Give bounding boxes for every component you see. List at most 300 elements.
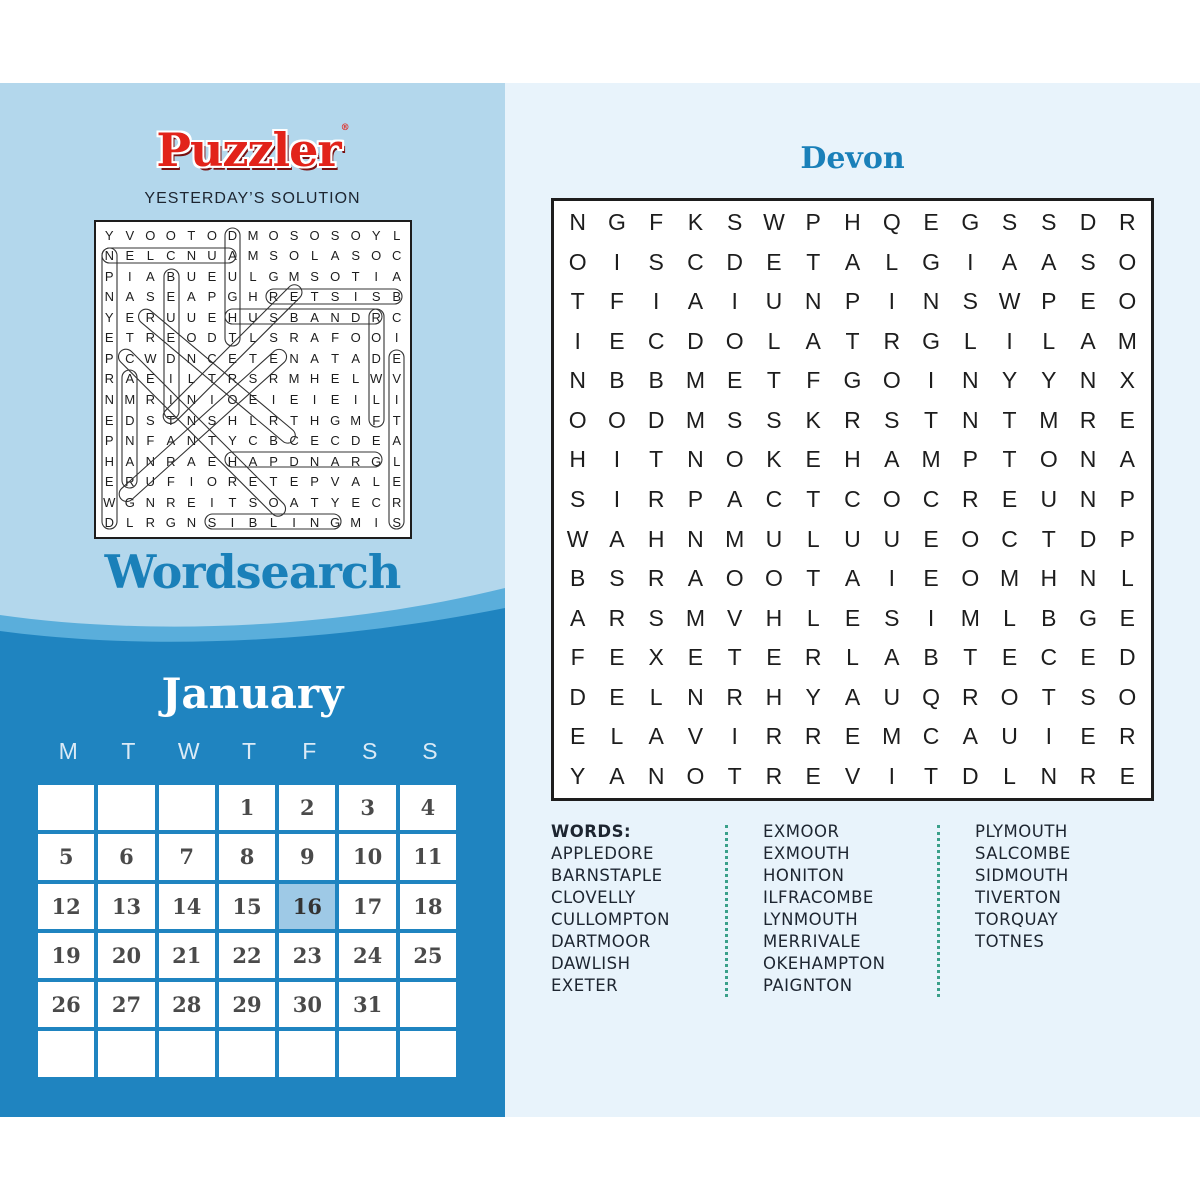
grid-letter: S: [1041, 209, 1057, 236]
grid-letter: E: [923, 525, 939, 552]
grid-letter: R: [166, 453, 176, 469]
grid-letter: Y: [228, 433, 237, 449]
grid-letter: M: [921, 446, 941, 473]
grid-letter: T: [1002, 406, 1017, 433]
grid-letter: R: [844, 406, 861, 433]
grid-letter: T: [570, 288, 585, 315]
grid-letter: I: [652, 288, 660, 315]
calendar-day: 18: [400, 884, 456, 929]
grid-letter: A: [125, 453, 135, 469]
grid-letter: A: [310, 330, 319, 346]
calendar-empty-cell: [38, 785, 94, 830]
grid-letter: A: [962, 723, 978, 750]
grid-letter: A: [609, 525, 625, 552]
grid-letter: R: [350, 453, 361, 469]
grid-letter: P: [207, 289, 217, 305]
grid-letter: N: [1079, 485, 1097, 512]
grid-letter: N: [125, 433, 135, 449]
grid-letter: R: [804, 644, 822, 671]
grid-letter: E: [145, 371, 155, 387]
grid-letter: F: [146, 433, 155, 449]
grid-letter: I: [574, 327, 581, 354]
grid-letter: I: [230, 515, 235, 531]
grid-letter: O: [1000, 683, 1019, 710]
grid-letter: A: [609, 762, 625, 789]
grid-letter: F: [166, 474, 175, 490]
calendar-empty-cell: [339, 1031, 395, 1076]
grid-letter: R: [765, 723, 783, 750]
grid-letter: B: [392, 289, 402, 305]
grid-letter: L: [767, 327, 781, 354]
calendar-day: 16: [279, 884, 335, 929]
grid-letter: P: [962, 446, 978, 473]
grid-letter: I: [1006, 327, 1013, 354]
grid-letter: Y: [805, 683, 821, 710]
grid-letter: M: [350, 515, 362, 531]
weekday-label: T: [242, 738, 257, 764]
grid-letter: T: [1041, 683, 1056, 710]
grid-letter: N: [687, 446, 704, 473]
grid-letter: R: [145, 392, 156, 408]
grid-letter: N: [1079, 565, 1097, 592]
grid-letter: T: [766, 367, 781, 394]
grid-letter: T: [207, 433, 216, 449]
grid-letter: U: [248, 309, 258, 325]
grid-letter: O: [350, 330, 361, 346]
grid-letter: X: [1119, 367, 1136, 394]
grid-letter: S: [884, 406, 900, 433]
grid-letter: L: [249, 330, 257, 346]
grid-letter: N: [104, 248, 114, 264]
grid-letter: D: [726, 248, 743, 275]
calendar-day: 12: [38, 884, 94, 929]
grid-letter: F: [372, 412, 381, 428]
grid-letter: C: [922, 723, 940, 750]
grid-letter: E: [104, 474, 114, 490]
calendar-day: 29: [219, 982, 275, 1027]
dotted-divider: [937, 825, 940, 997]
calendar-day: 28: [159, 982, 215, 1027]
grid-letter: I: [888, 762, 895, 789]
grid-letter: E: [609, 683, 625, 710]
grid-letter: E: [923, 565, 939, 592]
grid-letter: P: [104, 350, 114, 366]
grid-letter: I: [374, 515, 378, 531]
grid-letter: E: [166, 289, 176, 305]
grid-letter: A: [289, 494, 299, 510]
grid-letter: M: [350, 412, 362, 428]
word-list-item: LYNMOUTH: [763, 910, 859, 929]
month-title: January: [161, 669, 344, 718]
grid-letter: R: [726, 683, 743, 710]
grid-letter: L: [885, 248, 899, 275]
grid-letter: O: [568, 248, 587, 275]
grid-letter: O: [882, 367, 901, 394]
grid-letter: I: [731, 288, 738, 315]
grid-letter: H: [309, 371, 320, 387]
grid-letter: N: [186, 412, 197, 428]
grid-letter: C: [289, 433, 299, 449]
grid-letter: H: [569, 446, 586, 473]
grid-letter: Y: [104, 309, 114, 325]
calendar-empty-cell: [38, 1031, 94, 1076]
grid-letter: N: [186, 392, 197, 408]
grid-letter: S: [269, 309, 278, 325]
grid-letter: I: [731, 723, 738, 750]
grid-letter: W: [566, 525, 589, 552]
grid-letter: T: [649, 446, 664, 473]
calendar-day: 30: [279, 982, 335, 1027]
grid-letter: R: [227, 371, 238, 387]
grid-letter: E: [609, 644, 625, 671]
grid-letter: R: [1119, 209, 1136, 236]
grid-letter: I: [613, 446, 621, 473]
word-list-item: HONITON: [763, 866, 845, 885]
grid-letter: R: [647, 565, 665, 592]
grid-letter: X: [648, 644, 664, 671]
grid-letter: E: [727, 367, 743, 394]
grid-letter: A: [310, 350, 319, 366]
grid-letter: E: [805, 446, 821, 473]
grid-letter: O: [330, 268, 341, 284]
grid-letter: I: [169, 392, 173, 408]
word-list-item: DARTMOOR: [551, 932, 651, 951]
puzzle-title: Devon: [800, 141, 905, 176]
grid-letter: T: [727, 762, 742, 789]
grid-letter: U: [765, 525, 783, 552]
grid-letter: D: [289, 453, 299, 469]
word-list-item: EXMOUTH: [763, 844, 851, 863]
grid-letter: D: [371, 350, 381, 366]
grid-letter: H: [647, 525, 665, 552]
grid-letter: M: [685, 406, 706, 433]
calendar-day: 5: [38, 834, 94, 879]
grid-letter: S: [884, 604, 900, 631]
grid-letter: O: [371, 330, 382, 346]
grid-letter: I: [169, 371, 173, 387]
grid-letter: L: [1003, 604, 1016, 631]
calendar-empty-cell: [279, 1031, 335, 1076]
grid-letter: F: [570, 644, 585, 671]
grid-letter: B: [166, 268, 176, 284]
grid-letter: L: [806, 525, 820, 552]
grid-letter: E: [289, 289, 299, 305]
grid-letter: M: [1117, 327, 1137, 354]
grid-letter: E: [392, 474, 402, 490]
grid-letter: O: [186, 330, 197, 346]
calendar-day: 14: [159, 884, 215, 929]
grid-letter: Y: [1001, 367, 1018, 394]
grid-letter: D: [207, 330, 217, 346]
grid-letter: Y: [371, 227, 381, 243]
grid-letter: I: [210, 392, 214, 408]
grid-letter: S: [1080, 248, 1096, 275]
grid-letter: I: [394, 392, 399, 408]
grid-letter: E: [104, 412, 114, 428]
grid-letter: R: [1119, 723, 1136, 750]
weekday-header-row: [38, 738, 460, 768]
word-list-item: BARNSTAPLE: [551, 866, 663, 885]
grid-letter: L: [846, 644, 859, 671]
grid-letter: H: [227, 309, 238, 325]
grid-letter: I: [888, 565, 895, 592]
grid-letter: P: [269, 453, 278, 469]
grid-letter: V: [330, 474, 340, 490]
calendar-day: 21: [159, 933, 215, 978]
grid-letter: C: [248, 433, 258, 449]
grid-letter: N: [186, 350, 197, 366]
grid-letter: R: [289, 330, 299, 346]
grid-letter: L: [249, 268, 257, 284]
grid-letter: R: [145, 309, 156, 325]
grid-letter: A: [844, 565, 861, 592]
grid-letter: C: [1040, 644, 1058, 671]
grid-letter: D: [166, 350, 176, 366]
weekday-label: S: [361, 738, 378, 764]
grid-letter: B: [269, 433, 278, 449]
puzzler-logo: Puzzler®: [156, 123, 349, 177]
grid-letter: T: [845, 327, 860, 354]
grid-letter: I: [613, 485, 621, 512]
grid-letter: E: [569, 723, 586, 750]
grid-letter: S: [269, 330, 278, 346]
grid-letter: H: [104, 453, 114, 469]
grid-letter: Y: [569, 762, 586, 789]
grid-letter: R: [961, 485, 979, 512]
calendar-day: 1: [219, 785, 275, 830]
grid-letter: R: [227, 474, 238, 490]
word-list-item: APPLEDORE: [551, 844, 654, 863]
grid-letter: P: [1041, 288, 1057, 315]
grid-letter: G: [371, 453, 382, 469]
grid-letter: L: [806, 604, 820, 631]
grid-letter: F: [609, 288, 624, 315]
grid-letter: H: [844, 446, 861, 473]
grid-letter: L: [1120, 565, 1134, 592]
weekday-label: T: [121, 738, 136, 764]
grid-letter: M: [882, 723, 902, 750]
grid-letter: V: [727, 604, 743, 631]
grid-letter: L: [1042, 327, 1056, 354]
puzzle-letters: [554, 201, 1151, 798]
grid-letter: W: [103, 494, 116, 510]
grid-letter: G: [607, 209, 626, 236]
grid-letter: S: [207, 515, 217, 531]
grid-letter: A: [228, 248, 237, 264]
grid-letter: S: [1080, 683, 1096, 710]
grid-letter: D: [1079, 525, 1097, 552]
grid-letter: F: [331, 330, 340, 346]
grid-letter: E: [351, 494, 360, 510]
grid-letter: E: [207, 268, 217, 284]
grid-letter: A: [310, 309, 319, 325]
grid-letter: O: [686, 762, 705, 789]
grid-letter: O: [268, 494, 279, 510]
grid-letter: N: [647, 762, 665, 789]
calendar-day: 25: [400, 933, 456, 978]
grid-letter: C: [392, 309, 402, 325]
grid-letter: E: [1001, 644, 1018, 671]
grid-letter: H: [227, 453, 238, 469]
grid-letter: U: [166, 309, 176, 325]
word-list-item: MERRIVALE: [763, 932, 862, 951]
word-list-item: EXETER: [551, 976, 619, 995]
calendar-day: 31: [339, 982, 395, 1027]
calendar-day: 26: [38, 982, 94, 1027]
grid-letter: O: [268, 227, 279, 243]
grid-letter: E: [844, 723, 861, 750]
weekday-label: W: [177, 738, 200, 764]
grid-letter: R: [268, 371, 279, 387]
grid-letter: A: [125, 371, 135, 387]
grid-letter: R: [804, 723, 822, 750]
grid-letter: P: [1119, 525, 1136, 552]
grid-letter: O: [765, 565, 783, 592]
grid-letter: S: [310, 268, 319, 284]
grid-letter: W: [763, 209, 785, 236]
calendar-day: 19: [38, 933, 94, 978]
grid-letter: A: [569, 604, 586, 631]
grid-letter: R: [268, 289, 279, 305]
grid-letter: O: [961, 565, 980, 592]
grid-letter: I: [927, 604, 935, 631]
grid-letter: M: [685, 604, 706, 631]
grid-letter: L: [352, 371, 360, 387]
grid-letter: V: [687, 723, 704, 750]
grid-letter: P: [310, 474, 319, 490]
grid-letter: I: [210, 494, 214, 510]
grid-letter: S: [962, 288, 978, 315]
grid-letter: P: [104, 433, 114, 449]
grid-letter: D: [125, 412, 135, 428]
weekday-label: F: [302, 738, 317, 764]
calendar-empty-cell: [98, 785, 154, 830]
grid-letter: R: [1079, 406, 1097, 433]
grid-letter: E: [228, 350, 237, 366]
grid-letter: L: [610, 723, 624, 750]
grid-letter: N: [309, 453, 320, 469]
word-list-item: CLOVELLY: [551, 888, 636, 907]
grid-letter: E: [248, 474, 258, 490]
grid-letter: Y: [104, 227, 114, 243]
calendar-empty-cell: [159, 1031, 215, 1076]
grid-letter: S: [248, 494, 258, 510]
grid-letter: R: [371, 309, 381, 325]
grid-letter: G: [961, 209, 980, 236]
grid-letter: E: [923, 209, 939, 236]
grid-letter: V: [392, 371, 402, 387]
grid-letter: N: [145, 453, 156, 469]
grid-letter: F: [806, 367, 821, 394]
grid-letter: C: [765, 485, 783, 512]
grid-letter: T: [923, 406, 939, 433]
grid-letter: A: [805, 327, 821, 354]
grid-letter: E: [166, 330, 176, 346]
grid-letter: G: [268, 268, 279, 284]
grid-letter: A: [687, 288, 704, 315]
word-list-item: CULLOMPTON: [551, 910, 670, 929]
grid-letter: S: [145, 289, 155, 305]
grid-letter: N: [804, 288, 822, 315]
grid-letter: M: [288, 371, 300, 387]
grid-letter: H: [1040, 565, 1058, 592]
calendar-day: 24: [339, 933, 395, 978]
grid-letter: T: [1041, 525, 1056, 552]
grid-letter: L: [1003, 762, 1016, 789]
word-list-item: TIVERTON: [975, 888, 1062, 907]
grid-letter: E: [687, 644, 704, 671]
grid-letter: M: [247, 227, 259, 243]
grid-letter: R: [104, 371, 114, 387]
grid-letter: T: [806, 248, 821, 275]
grid-letter: T: [228, 494, 237, 510]
grid-letter: S: [569, 485, 586, 512]
grid-letter: O: [607, 406, 626, 433]
weekday-label: M: [58, 738, 78, 764]
grid-letter: E: [248, 392, 258, 408]
calendar-day: 15: [219, 884, 275, 929]
grid-letter: U: [1040, 485, 1058, 512]
word-list-item: SIDMOUTH: [975, 866, 1069, 885]
grid-letter: M: [124, 392, 136, 408]
grid-letter: G: [1079, 604, 1098, 631]
grid-letter: D: [104, 515, 114, 531]
grid-letter: A: [166, 433, 176, 449]
grid-letter: W: [144, 350, 157, 366]
grid-letter: A: [884, 644, 900, 671]
grid-letter: T: [1002, 446, 1017, 473]
calendar-empty-cell: [159, 785, 215, 830]
grid-letter: D: [350, 433, 361, 449]
grid-letter: U: [186, 268, 197, 284]
calendar-empty-cell: [400, 982, 456, 1027]
grid-letter: N: [961, 367, 979, 394]
grid-letter: O: [206, 474, 217, 490]
grid-letter: A: [145, 268, 155, 284]
calendar-day: 17: [339, 884, 395, 929]
grid-letter: R: [883, 327, 901, 354]
grid-letter: P: [844, 288, 861, 315]
right-panel: [505, 83, 1200, 1117]
grid-letter: O: [961, 525, 980, 552]
yesterday-solution-heading: YESTERDAY’S SOLUTION: [144, 190, 361, 207]
grid-letter: H: [765, 604, 783, 631]
grid-letter: E: [187, 494, 196, 510]
grid-letter: A: [1041, 248, 1057, 275]
word-list-item: EXMOOR: [763, 822, 840, 841]
grid-letter: K: [805, 406, 821, 433]
grid-letter: T: [207, 371, 216, 387]
calendar-day: 10: [339, 834, 395, 879]
grid-letter: T: [806, 485, 821, 512]
grid-letter: I: [374, 268, 378, 284]
grid-letter: C: [125, 350, 135, 366]
grid-letter: O: [350, 227, 361, 243]
grid-letter: O: [309, 227, 320, 243]
grid-letter: M: [1039, 406, 1059, 433]
grid-letter: A: [187, 289, 196, 305]
grid-letter: N: [104, 289, 114, 305]
grid-letter: L: [963, 327, 977, 354]
grid-letter: C: [207, 350, 217, 366]
grid-letter: I: [271, 392, 276, 408]
grid-letter: A: [330, 453, 340, 469]
grid-letter: U: [227, 268, 238, 284]
grid-letter: I: [353, 289, 358, 305]
grid-letter: E: [207, 453, 217, 469]
grid-letter: N: [309, 515, 320, 531]
grid-letter: D: [569, 683, 586, 710]
